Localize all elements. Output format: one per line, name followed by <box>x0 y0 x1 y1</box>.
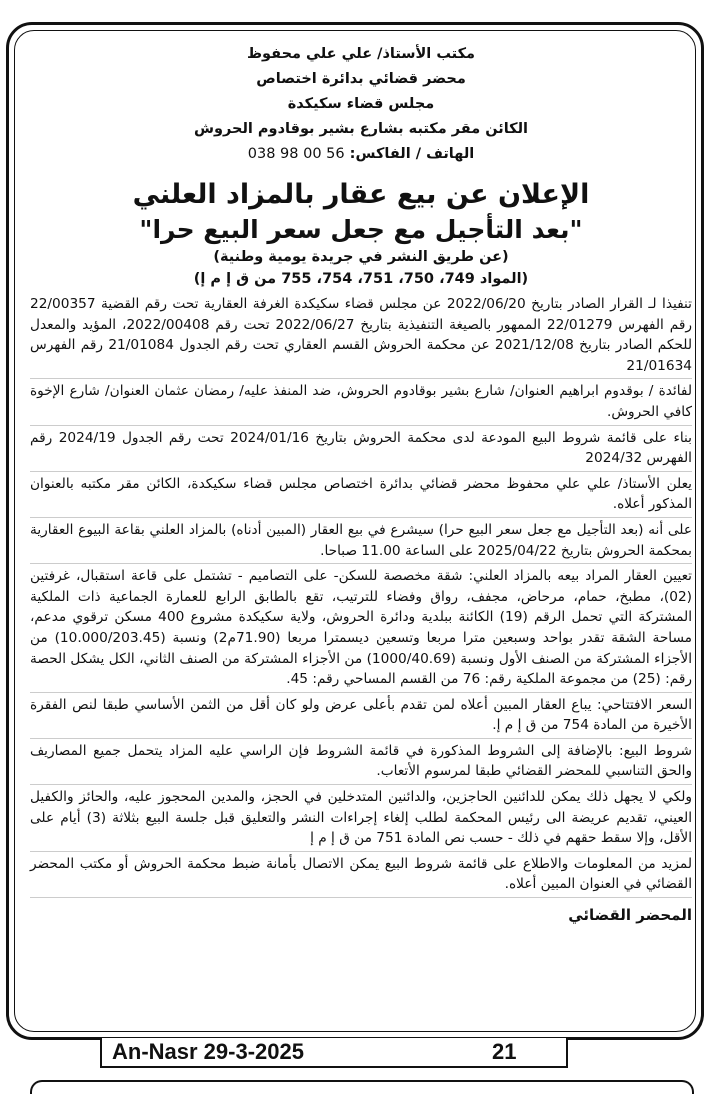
notice-body <box>30 294 692 898</box>
bailiff-role: محضر قضائي بدائرة اختصاص <box>256 71 466 87</box>
phone-number: 038 98 00 56 <box>247 146 345 162</box>
paragraph-opening-price: السعر الافتتاحي: يباع العقار المبين أعلاه لمن تقدم بأعلى عرض ولو كان أقل من الثمن الأساسي طبقا لنص الفقرة الأخيرة من المادة 754 من ق إ م إ. <box>30 695 692 739</box>
phone-line <box>30 142 692 167</box>
header-block <box>30 42 692 167</box>
paragraph-parties: لفائدة / بوقدوم ابراهيم العنوان/ شارع بشير بوقادوم الحروش، ضد المنفذ عليه/ رمضان عثمان العنوان/ شارع الإخوة كافي الحروش. <box>30 381 692 425</box>
office-address: الكائن مقر مكتبه بشارع بشير بوقادوم الحروش <box>193 121 529 137</box>
newspaper-date: An-Nasr 29-3-2025 <box>112 1039 304 1064</box>
court-council: مجلس قضاء سكيكدة <box>287 96 435 112</box>
signature: المحضر القضائي <box>568 906 692 925</box>
legal-articles: (المواد 749، 750، 751، 754، 755 من ق إ م إ) <box>193 271 529 287</box>
paragraph-objections: ولكي لا يجهل ذلك يمكن للدائنين الحاجزين، والدائنين المتدخلين في الحجز، والمدين المحجوز عليه، والحائز والكفيل العيني، تقديم عريضة الى رئيس المحكمة لطلب إلغاء إجراءات النشر والتعليق قبل جلسة البيع بثلاثة (3) أيام على الأقل، وإلا سقط حقهم في ذلك - حسب نص المادة 751 من ق إ م إ <box>30 787 692 852</box>
office-name: مكتب الأستاذ/ علي علي محفوظ <box>247 46 475 62</box>
page-number: 21 <box>492 1039 517 1064</box>
paragraph-sale-terms: شروط البيع: بالإضافة إلى الشروط المذكورة في قائمة الشروط فإن الراسي عليه المزاد يتحمل جميع المصاريف والحق التناسبي للمحضر القضائي طبقا لمرسوم الأتعاب. <box>30 741 692 785</box>
paragraph-execution: تنفيذا لـ القرار الصادر بتاريخ 2022/06/20 عن مجلس قضاء سكيكدة الغرفة العقارية تحت رقم القضية 22/00357 رقم الفهرس 22/01279 الممهور بالصيغة التنفيذية بتاريخ 2022/06/27 تحت رقم 2022/00408، المؤيد والمعدل للحكم الصادر بتاريخ 2021/12/08 عن محكمة الحروش القسم العقاري تحت رقم الجدول 21/01084 رقم الفهرس 21/01634 <box>30 294 692 379</box>
paragraph-announcement: يعلن الأستاذ/ علي علي محفوظ محضر قضائي بدائرة اختصاص مجلس قضاء سكيكدة، الكائن مقر مكتبه بالعنوان المذكور أعلاه. <box>30 474 692 518</box>
notice-title: الإعلان عن بيع عقار بالمزاد العلني <box>132 179 590 210</box>
publication-method: (عن طريق النشر في جريدة يومية وطنية) <box>213 249 509 265</box>
paragraph-sale-date: على أنه (بعد التأجيل مع جعل سعر البيع حرا) سيشرع في بيع العقار (المبين أدناه) بالمزاد العلني بقاعة البيوع العقارية بمحكمة الحروش بتاريخ 2025/04/22 على الساعة 11.00 صباحا. <box>30 520 692 564</box>
paragraph-contact: لمزيد من المعلومات والاطلاع على قائمة شروط البيع يمكن الاتصال بأمانة ضبط محكمة الحروش أو مكتب المحضر القضائي في العنوان المبين أعلاه. <box>30 854 692 898</box>
phone-label: الهاتف / الفاكس: <box>349 146 475 162</box>
notice-content <box>30 42 692 924</box>
notice-subtitle: "بعد التأجيل مع جعل سعر البيع حرا" <box>139 215 583 244</box>
newspaper-footer <box>100 1038 568 1068</box>
paragraph-property: تعيين العقار المراد بيعه بالمزاد العلني: شقة مخصصة للسكن- على التصاميم - تشتمل على قاعة استقبال، غرفتين (02)، مطبخ، حمام، مرحاض، مجفف، رواق وفضاء للترتيب، تقع بالطابق الرابع للعمارة الجماعية ذات الملكية المشتركة التي تحمل الرقم (19) الكائنة ببلدية ودائرة الحروش، ولاية سكيكدة مشروع 400 مسكن ترقوي مدعم، مساحة الشقة تقدر بواحد وسبعين مترا مربعا وتسعين ديسمترا مربعا (71.90م2) ونسبة (10.000/203.45) من الأجزاء المشتركة من الصنف الأول ونسبة (1000/40.69) من الأجزاء المشتركة من الصنف الثاني، الكل يشكل الحصة رقم: (25) من مجموعة الملكية رقم: 76 من القسم المساحي رقم: 45. <box>30 566 692 693</box>
paragraph-conditions-list: بناء على قائمة شروط البيع المودعة لدى محكمة الحروش بتاريخ 2024/01/16 تحت رقم الجدول 2024/19 رقم الفهرس 2024/32 <box>30 428 692 472</box>
next-notice-frame-edge <box>30 1080 694 1094</box>
